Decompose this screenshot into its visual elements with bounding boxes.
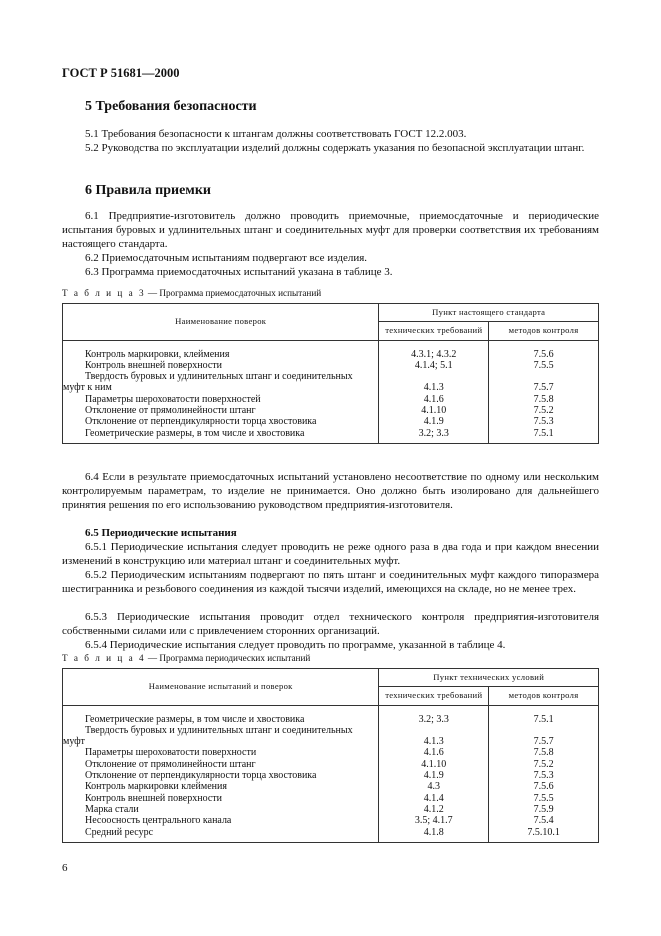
table-cell-requirements: 4.1.9 xyxy=(379,770,489,781)
table-3 xyxy=(62,303,599,444)
paragraph-6-5-title: 6.5 Периодические испытания xyxy=(85,527,237,539)
table-row xyxy=(63,340,599,360)
table-row xyxy=(63,827,599,843)
paragraph-6-5-3: 6.5.3 Периодические испытания проводит отдел технического контроля предприятия-изготовителя собственными силами или с привлечением сторонних организаций. xyxy=(62,611,599,638)
page-number: 6 xyxy=(62,862,68,874)
table-3-header-requirements: технических требований xyxy=(379,322,489,340)
table-cell-name: Контроль внешней поверхности xyxy=(63,360,379,371)
table-4-header-methods: методов контроля xyxy=(489,687,599,705)
paragraph-6-5-2: 6.5.2 Периодическим испытаниям подвергают по пять штанг и соединительных муфт каждого типоразмера шестигранника и резьбового соединения из каждой тысячи изделий, имеющихся на складе, но не менее трех. xyxy=(62,569,599,596)
table-3-body xyxy=(63,340,599,443)
table-cell-methods: 7.5.2 xyxy=(489,759,599,770)
paragraph-5-1: 5.1 Требования безопасности к штангам должны соответствовать ГОСТ 12.2.003. xyxy=(85,128,467,140)
table-cell-requirements: 4.1.10 xyxy=(379,405,489,416)
table-row xyxy=(63,759,599,770)
table-cell-name: Твердость буровых и удлинительных штанг и соединительных муфт к ним xyxy=(63,371,379,394)
table-cell-methods: 7.5.6 xyxy=(489,781,599,792)
table-cell-requirements: 3.5; 4.1.7 xyxy=(379,815,489,826)
table-cell-requirements: 4.1.9 xyxy=(379,416,489,427)
table-4-caption-prefix: Т а б л и ц а 4 xyxy=(62,653,146,663)
table-3-caption-prefix: Т а б л и ц а 3 xyxy=(62,288,146,298)
table-4-header-name: Наименование испытаний и поверок xyxy=(63,669,379,706)
table-cell-name: Твердость буровых и удлинительных штанг и соединительных муфт xyxy=(63,725,379,748)
table-row xyxy=(63,371,599,394)
table-cell-methods: 7.5.5 xyxy=(489,793,599,804)
table-cell-name: Несоосность центрального канала xyxy=(63,815,379,826)
table-cell-methods: 7.5.3 xyxy=(489,416,599,427)
paragraph-5-2: 5.2 Руководства по эксплуатации изделий должны содержать указания по безопасной эксплуатации штанг. xyxy=(85,142,585,154)
table-4-header-requirements: технических требований xyxy=(379,687,489,705)
table-cell-methods: 7.5.3 xyxy=(489,770,599,781)
table-cell-methods: 7.5.10.1 xyxy=(489,827,599,843)
table-row xyxy=(63,725,599,748)
paragraph-6-5-4: 6.5.4 Периодические испытания следует проводить по программе, указанной в таблице 4. xyxy=(85,639,506,651)
table-cell-requirements: 3.2; 3.3 xyxy=(379,428,489,444)
table-cell-methods: 7.5.8 xyxy=(489,394,599,405)
table-3-caption xyxy=(62,288,321,298)
table-cell-name: Отклонение от перпендикулярности торца хвостовика xyxy=(63,416,379,427)
table-3-header-name: Наименование поверок xyxy=(63,304,379,341)
table-cell-methods: 7.5.9 xyxy=(489,804,599,815)
table-row xyxy=(63,360,599,371)
paragraph-6-4: 6.4 Если в результате приемосдаточных испытаний установлено несоответствие по одному или нескольким контролируемым параметрам, то изделие не принимается. Оно должно быть изолировано для дальнейшего принятия решения по его использованию руководством предприятия-изготовителя. xyxy=(62,471,599,512)
table-3-header-group: Пункт настоящего стандарта xyxy=(379,304,599,322)
table-3-caption-text: — Программа приемосдаточных испытаний xyxy=(145,288,322,298)
table-cell-name: Параметры шероховатости поверхности xyxy=(63,747,379,758)
table-cell-requirements: 4.1.4 xyxy=(379,793,489,804)
table-cell-requirements: 4.3 xyxy=(379,781,489,792)
paragraph-6-1: 6.1 Предприятие-изготовитель должно проводить приемочные, приемосдаточные и периодические испытания буровых и удлинительных штанг и соединительных муфт для проверки соответствия их требованиям настоящего стандарта. xyxy=(62,210,599,251)
table-cell-methods: 7.5.7 xyxy=(489,725,599,748)
table-4-header-group: Пункт технических условий xyxy=(379,669,599,687)
table-cell-methods: 7.5.5 xyxy=(489,360,599,371)
table-4-caption xyxy=(62,653,310,663)
table-cell-requirements: 4.3.1; 4.3.2 xyxy=(379,340,489,360)
table-cell-requirements: 3.2; 3.3 xyxy=(379,705,489,725)
table-cell-methods: 7.5.8 xyxy=(489,747,599,758)
table-row xyxy=(63,405,599,416)
table-cell-requirements: 4.1.3 xyxy=(379,371,489,394)
table-cell-name: Средний ресурс xyxy=(63,827,379,843)
table-row xyxy=(63,747,599,758)
table-cell-name: Контроль маркировки, клеймения xyxy=(63,340,379,360)
table-cell-name: Геометрические размеры, в том числе и хвостовика xyxy=(63,428,379,444)
table-row xyxy=(63,705,599,725)
table-cell-requirements: 4.1.6 xyxy=(379,747,489,758)
document-header: ГОСТ Р 51681—2000 xyxy=(62,66,180,80)
table-row xyxy=(63,804,599,815)
table-4-caption-text: — Программа периодических испытаний xyxy=(145,653,311,663)
table-cell-methods: 7.5.7 xyxy=(489,371,599,394)
table-cell-requirements: 4.1.10 xyxy=(379,759,489,770)
table-cell-name: Марка стали xyxy=(63,804,379,815)
table-cell-name: Контроль маркировки клеймения xyxy=(63,781,379,792)
table-cell-name: Отклонение от перпендикулярности торца хвостовика xyxy=(63,770,379,781)
table-row xyxy=(63,815,599,826)
table-4-body xyxy=(63,705,599,842)
table-3-header-methods: методов контроля xyxy=(489,322,599,340)
table-cell-methods: 7.5.1 xyxy=(489,428,599,444)
table-row xyxy=(63,416,599,427)
paragraph-6-2: 6.2 Приемосдаточным испытаниям подвергают все изделия. xyxy=(85,252,368,264)
table-row xyxy=(63,428,599,444)
section-6-title: 6 Правила приемки xyxy=(85,183,211,198)
table-cell-name: Контроль внешней поверхности xyxy=(63,793,379,804)
table-cell-requirements: 4.1.8 xyxy=(379,827,489,843)
table-row xyxy=(63,781,599,792)
table-cell-name: Параметры шероховатости поверхностей xyxy=(63,394,379,405)
paragraph-6-3: 6.3 Программа приемосдаточных испытаний указана в таблице 3. xyxy=(85,266,393,278)
table-cell-requirements: 4.1.4; 5.1 xyxy=(379,360,489,371)
table-cell-name: Отклонение от прямолинейности штанг xyxy=(63,405,379,416)
table-cell-methods: 7.5.2 xyxy=(489,405,599,416)
table-4 xyxy=(62,668,599,843)
table-cell-requirements: 4.1.2 xyxy=(379,804,489,815)
table-cell-methods: 7.5.6 xyxy=(489,340,599,360)
section-5-title: 5 Требования безопасности xyxy=(85,99,257,114)
table-cell-methods: 7.5.4 xyxy=(489,815,599,826)
table-cell-name: Геометрические размеры, в том числе и хвостовика xyxy=(63,705,379,725)
table-cell-name: Отклонение от прямолинейности штанг xyxy=(63,759,379,770)
table-cell-methods: 7.5.1 xyxy=(489,705,599,725)
paragraph-6-5-1: 6.5.1 Периодические испытания следует проводить не реже одного раза в два года и при каждом внесении изменений в конструкцию или материал штанг и соединительных муфт. xyxy=(62,541,599,568)
table-cell-requirements: 4.1.3 xyxy=(379,725,489,748)
table-row xyxy=(63,793,599,804)
table-row xyxy=(63,394,599,405)
table-row xyxy=(63,770,599,781)
table-cell-requirements: 4.1.6 xyxy=(379,394,489,405)
